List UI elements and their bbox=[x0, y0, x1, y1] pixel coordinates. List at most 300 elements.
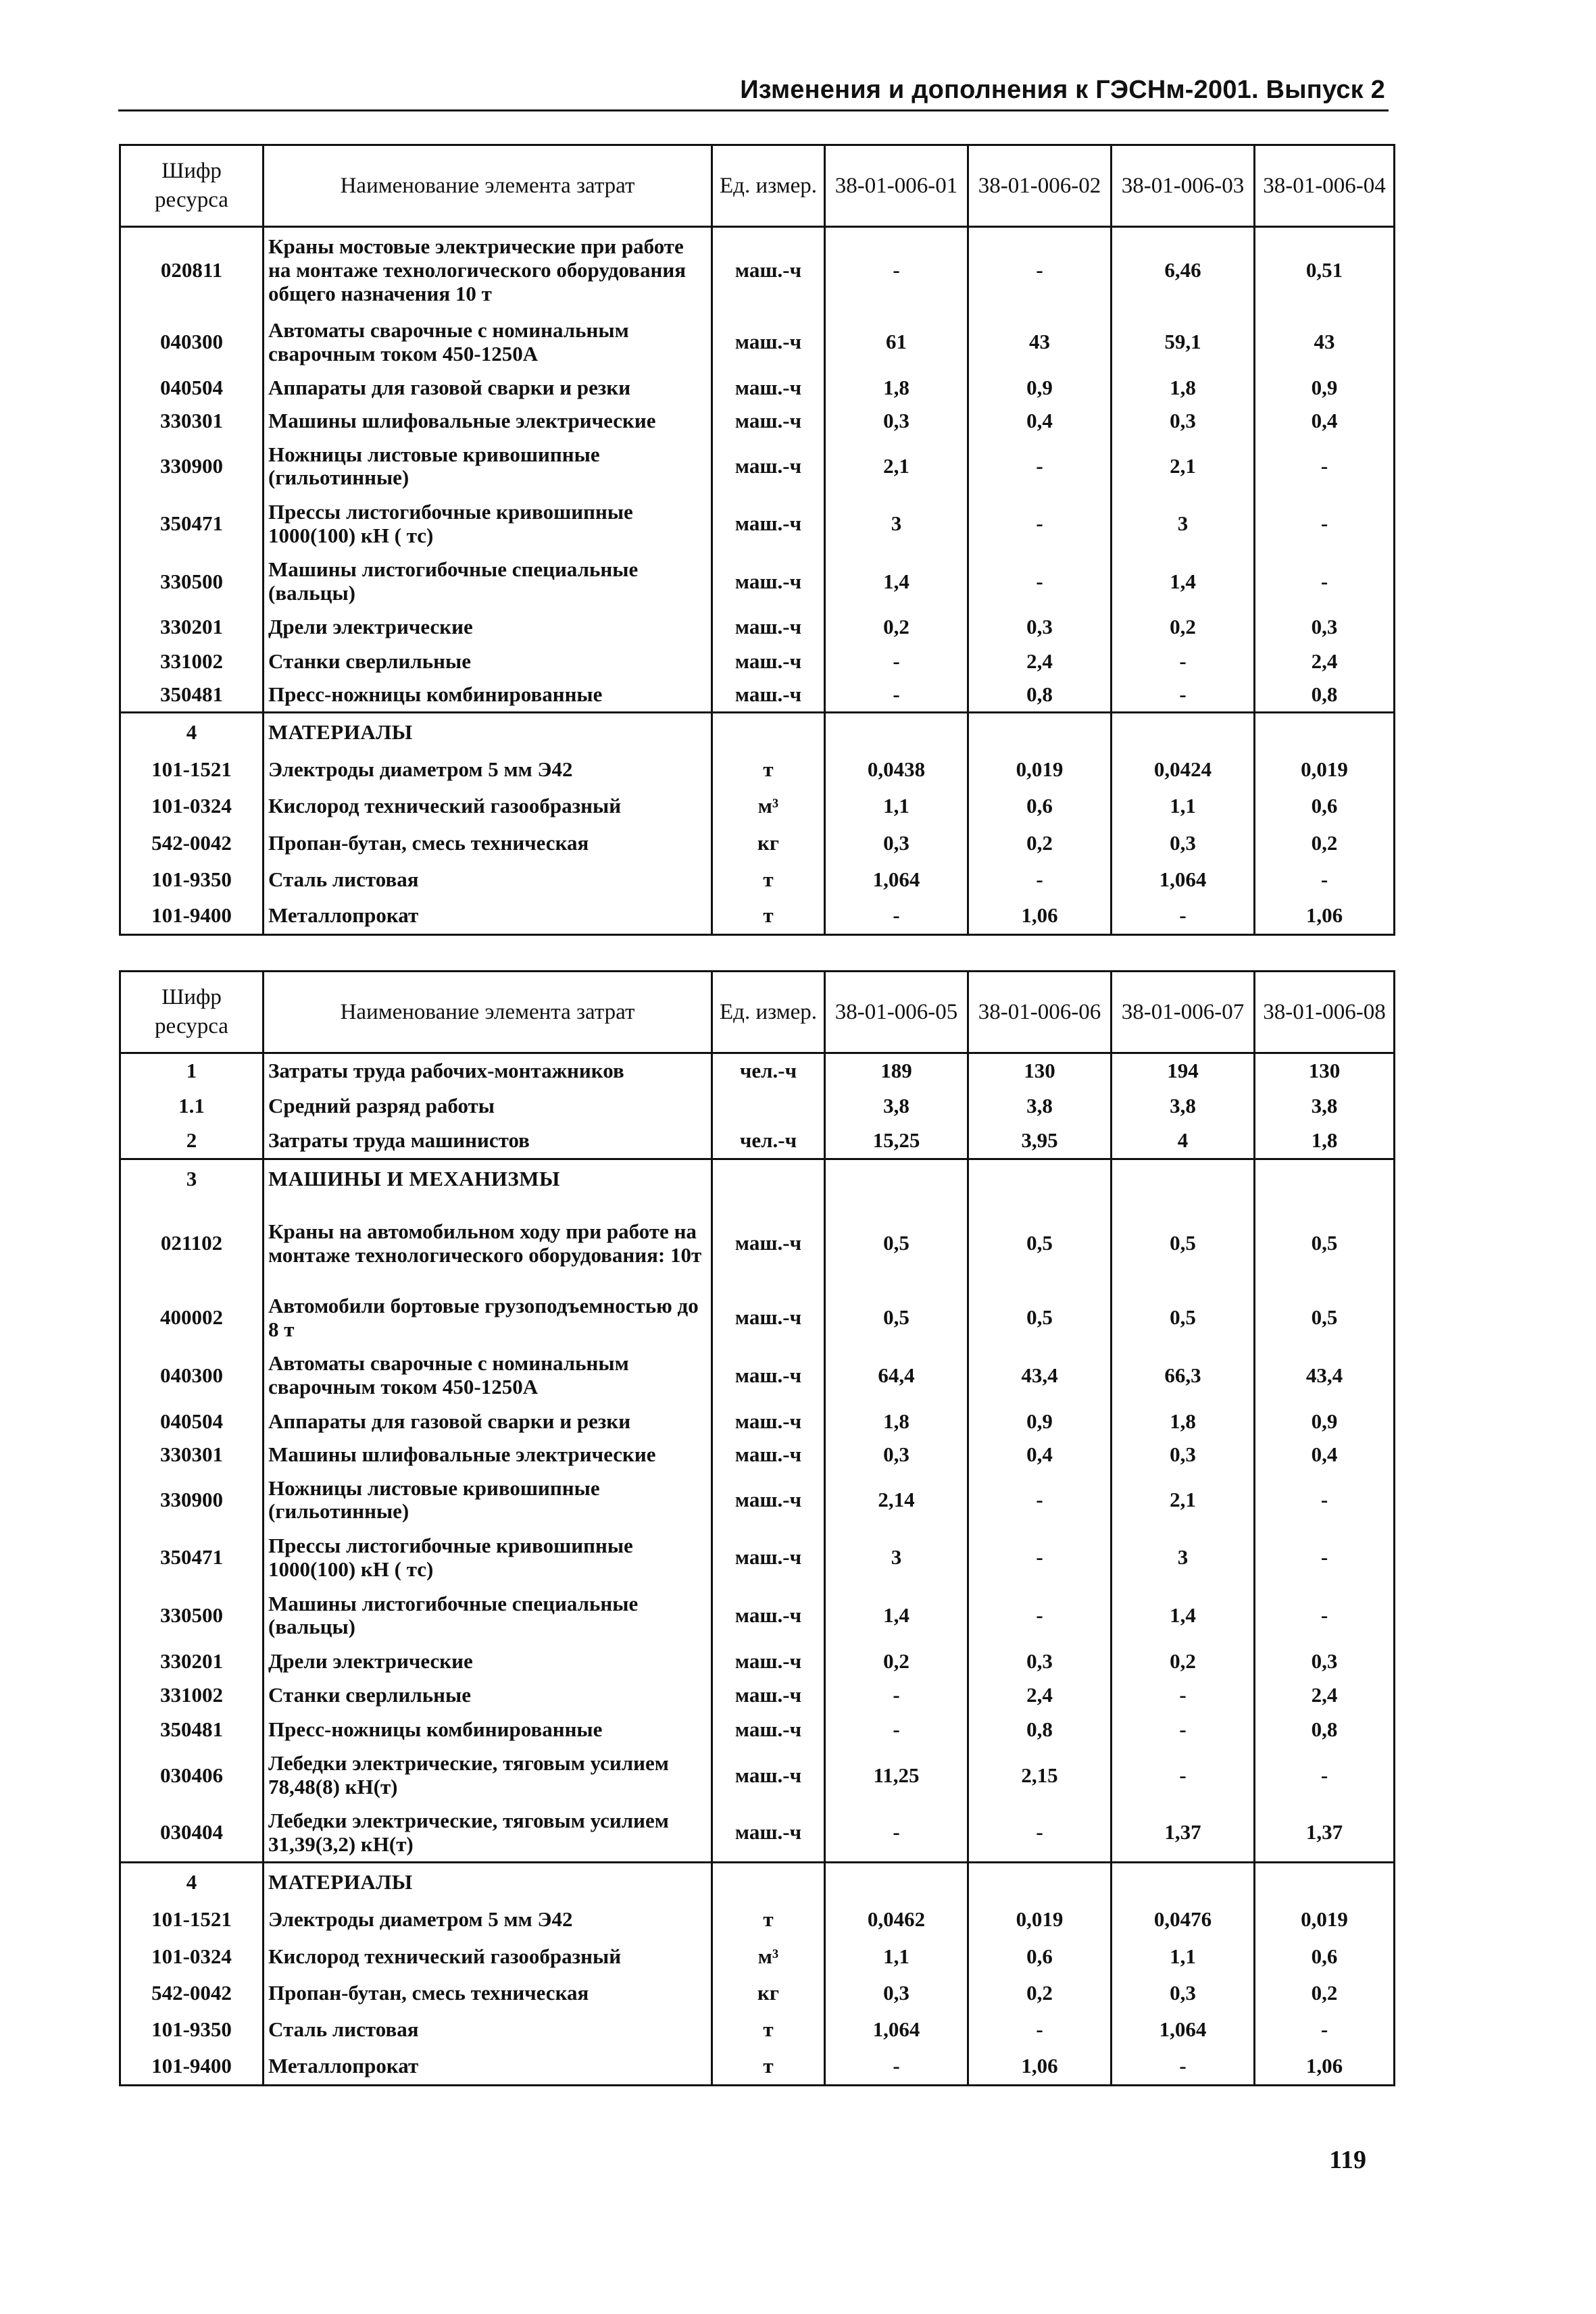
norm-value: 2,4 bbox=[968, 645, 1112, 678]
table-row bbox=[120, 611, 1395, 645]
resource-name: Автоматы сварочные с номинальным сварочным током 450-1250А bbox=[264, 1347, 712, 1405]
table-row bbox=[120, 227, 1395, 313]
resource-code: 331002 bbox=[120, 1678, 264, 1712]
norm-value: 0,3 bbox=[968, 611, 1112, 645]
resource-name: Лебедки электрические, тяговым усилием 78,48(8) кН(т) bbox=[264, 1746, 712, 1805]
column-header-norm: 38-01-006-07 bbox=[1112, 972, 1255, 1053]
table-row bbox=[120, 1471, 1395, 1529]
resource-name: Средний разряд работы bbox=[264, 1088, 712, 1124]
resource-code: 400002 bbox=[120, 1289, 264, 1347]
norm-value: - bbox=[1255, 1529, 1395, 1587]
resource-code: 020811 bbox=[120, 227, 264, 313]
unit-of-measure: т bbox=[712, 898, 825, 934]
resource-code: 040504 bbox=[120, 1405, 264, 1438]
resource-code: 330301 bbox=[120, 1438, 264, 1471]
resource-name: Ножницы листовые кривошипные (гильотинные) bbox=[264, 438, 712, 495]
unit-of-measure: маш.-ч bbox=[712, 1805, 825, 1863]
norm-value: 61 bbox=[825, 313, 968, 371]
norm-value: 3,8 bbox=[1112, 1088, 1255, 1124]
norm-value: 1,064 bbox=[1112, 861, 1255, 898]
norm-value: - bbox=[825, 645, 968, 678]
resource-name: Пропан-бутан, смесь техническая bbox=[264, 1975, 712, 2011]
norm-value bbox=[1255, 712, 1395, 751]
norm-value: - bbox=[968, 495, 1112, 553]
table-row bbox=[120, 1644, 1395, 1678]
norm-value: 0,8 bbox=[1255, 1713, 1395, 1746]
norm-value: 4 bbox=[1112, 1124, 1255, 1159]
resource-name: Пресс-ножницы комбинированные bbox=[264, 678, 712, 712]
resource-name: Машины листогибочные специальные (вальцы) bbox=[264, 1587, 712, 1645]
resource-code: 101-9400 bbox=[120, 898, 264, 934]
resource-table-2 bbox=[119, 970, 1395, 2086]
resource-code: 330301 bbox=[120, 405, 264, 437]
unit-of-measure bbox=[712, 1088, 825, 1124]
norm-value: 0,3 bbox=[1255, 1644, 1395, 1678]
resource-name: Кислород технический газообразный bbox=[264, 1938, 712, 1975]
norm-value: 0,5 bbox=[968, 1289, 1112, 1347]
resource-name: Аппараты для газовой сварки и резки bbox=[264, 1405, 712, 1438]
norm-value: 1,06 bbox=[968, 898, 1112, 934]
table-row bbox=[120, 1405, 1395, 1438]
resource-code: 2 bbox=[120, 1124, 264, 1159]
resource-name: Прессы листогибочные кривошипные 1000(100) кН ( тс) bbox=[264, 1529, 712, 1587]
resource-code: 040300 bbox=[120, 1347, 264, 1405]
norm-value: 0,3 bbox=[968, 1644, 1112, 1678]
norm-value: 0,9 bbox=[968, 1405, 1112, 1438]
unit-of-measure: маш.-ч bbox=[712, 1746, 825, 1805]
norm-value: 0,0476 bbox=[1112, 1902, 1255, 1938]
norm-value: - bbox=[825, 898, 968, 934]
unit-of-measure: т bbox=[712, 2012, 825, 2048]
resource-code: 101-9400 bbox=[120, 2048, 264, 2086]
resource-code: 3 bbox=[120, 1159, 264, 1198]
resource-code: 330900 bbox=[120, 1471, 264, 1529]
norm-value: 64,4 bbox=[825, 1347, 968, 1405]
resource-name: Автомобили бортовые грузоподъемностью до 8 т bbox=[264, 1289, 712, 1347]
norm-value: 0,2 bbox=[1255, 825, 1395, 861]
resource-code: 542-0042 bbox=[120, 825, 264, 861]
norm-value: 0,3 bbox=[1112, 1438, 1255, 1471]
column-header-norm: 38-01-006-06 bbox=[968, 972, 1112, 1053]
resource-name: Машины листогибочные специальные (вальцы) bbox=[264, 553, 712, 610]
table-row bbox=[120, 1289, 1395, 1347]
norm-value: 66,3 bbox=[1112, 1347, 1255, 1405]
table-row bbox=[120, 1713, 1395, 1746]
norm-value: 2,4 bbox=[968, 1678, 1112, 1712]
section-title: МАШИНЫ И МЕХАНИЗМЫ bbox=[264, 1159, 712, 1198]
norm-value: 0,3 bbox=[825, 1438, 968, 1471]
table-row bbox=[120, 371, 1395, 405]
norm-value: 0,3 bbox=[825, 1975, 968, 2011]
norm-value: 0,5 bbox=[1112, 1199, 1255, 1289]
norm-value: 1,1 bbox=[825, 1938, 968, 1975]
table-row bbox=[120, 1805, 1395, 1863]
table-row bbox=[120, 751, 1395, 788]
resource-name: Электроды диаметром 5 мм Э42 bbox=[264, 751, 712, 788]
resource-name: Дрели электрические bbox=[264, 1644, 712, 1678]
norm-value: 0,3 bbox=[1255, 611, 1395, 645]
norm-value: 1,8 bbox=[1112, 1405, 1255, 1438]
column-header-norm: 38-01-006-08 bbox=[1255, 972, 1395, 1053]
resource-name: Ножницы листовые кривошипные (гильотинные) bbox=[264, 1471, 712, 1529]
resource-code: 330201 bbox=[120, 1644, 264, 1678]
norm-value: 3,8 bbox=[968, 1088, 1112, 1124]
table-row bbox=[120, 1124, 1395, 1159]
norm-value: 3 bbox=[1112, 1529, 1255, 1587]
page-header-title: Изменения и дополнения к ГЭСНм-2001. Выпуск 2 bbox=[740, 76, 1385, 104]
column-header-code: Шифр ресурса bbox=[120, 972, 264, 1053]
unit-of-measure: маш.-ч bbox=[712, 1347, 825, 1405]
column-header-unit: Ед. измер. bbox=[712, 972, 825, 1053]
unit-of-measure: маш.-ч bbox=[712, 313, 825, 371]
resource-name: Металлопрокат bbox=[264, 2048, 712, 2086]
norm-value bbox=[825, 1862, 968, 1901]
norm-value bbox=[968, 712, 1112, 751]
table-row bbox=[120, 1088, 1395, 1124]
table-header-row bbox=[120, 145, 1395, 227]
norm-value: 0,3 bbox=[825, 825, 968, 861]
resource-code: 330500 bbox=[120, 553, 264, 610]
unit-of-measure: т bbox=[712, 2048, 825, 2086]
section-title: МАТЕРИАЛЫ bbox=[264, 1862, 712, 1901]
unit-of-measure: т bbox=[712, 1902, 825, 1938]
column-header-norm: 38-01-006-04 bbox=[1255, 145, 1395, 227]
norm-value: 0,5 bbox=[825, 1199, 968, 1289]
unit-of-measure: маш.-ч bbox=[712, 1199, 825, 1289]
unit-of-measure: маш.-ч bbox=[712, 1405, 825, 1438]
column-header-name: Наименование элемента затрат bbox=[264, 972, 712, 1053]
resource-name: Пропан-бутан, смесь техническая bbox=[264, 825, 712, 861]
norm-value: 1,37 bbox=[1112, 1805, 1255, 1863]
norm-value: 2,15 bbox=[968, 1746, 1112, 1805]
norm-value: - bbox=[968, 2012, 1112, 2048]
resource-code: 350471 bbox=[120, 495, 264, 553]
norm-value: 1,06 bbox=[1255, 898, 1395, 934]
norm-value: - bbox=[1255, 1587, 1395, 1645]
norm-value: 0,5 bbox=[1112, 1289, 1255, 1347]
table-row bbox=[120, 313, 1395, 371]
norm-value: 0,4 bbox=[1255, 1438, 1395, 1471]
norm-value: 43 bbox=[968, 313, 1112, 371]
norm-value: 1,064 bbox=[825, 2012, 968, 2048]
unit-of-measure: чел.-ч bbox=[712, 1053, 825, 1088]
norm-value: 1,4 bbox=[1112, 553, 1255, 610]
norm-value: - bbox=[1255, 2012, 1395, 2048]
norm-value: 0,4 bbox=[1255, 405, 1395, 437]
unit-of-measure: маш.-ч bbox=[712, 1471, 825, 1529]
norm-value: 0,019 bbox=[968, 1902, 1112, 1938]
resource-code: 101-0324 bbox=[120, 1938, 264, 1975]
table-row bbox=[120, 825, 1395, 861]
table-row bbox=[120, 1529, 1395, 1587]
resource-name: Пресс-ножницы комбинированные bbox=[264, 1713, 712, 1746]
norm-value: 0,51 bbox=[1255, 227, 1395, 313]
norm-value: 0,2 bbox=[1255, 1975, 1395, 2011]
norm-value: - bbox=[1112, 645, 1255, 678]
norm-value: - bbox=[1255, 495, 1395, 553]
resource-code: 1.1 bbox=[120, 1088, 264, 1124]
unit-of-measure bbox=[712, 712, 825, 751]
page-number: 119 bbox=[1329, 2146, 1366, 2174]
table-row bbox=[120, 1678, 1395, 1712]
table-row bbox=[120, 2048, 1395, 2086]
norm-value bbox=[825, 1159, 968, 1198]
norm-value: 1,4 bbox=[825, 553, 968, 610]
norm-value: 3,95 bbox=[968, 1124, 1112, 1159]
table-row bbox=[120, 1587, 1395, 1645]
table-row bbox=[120, 1053, 1395, 1088]
norm-value: - bbox=[968, 861, 1112, 898]
resource-name: Машины шлифовальные электрические bbox=[264, 1438, 712, 1471]
resource-code: 331002 bbox=[120, 645, 264, 678]
norm-value: 0,6 bbox=[968, 788, 1112, 825]
norm-value: 0,8 bbox=[1255, 678, 1395, 712]
norm-value: - bbox=[825, 1805, 968, 1863]
norm-value: 0,2 bbox=[968, 1975, 1112, 2011]
resource-name: Сталь листовая bbox=[264, 861, 712, 898]
table-row bbox=[120, 438, 1395, 495]
column-header-norm: 38-01-006-02 bbox=[968, 145, 1112, 227]
unit-of-measure: маш.-ч bbox=[712, 371, 825, 405]
norm-value: 1,1 bbox=[1112, 1938, 1255, 1975]
norm-value: 2,14 bbox=[825, 1471, 968, 1529]
table-row bbox=[120, 1347, 1395, 1405]
norm-value: 0,019 bbox=[968, 751, 1112, 788]
norm-value: 130 bbox=[968, 1053, 1112, 1088]
norm-value: 0,0462 bbox=[825, 1902, 968, 1938]
resource-name: Сталь листовая bbox=[264, 2012, 712, 2048]
resource-code: 330900 bbox=[120, 438, 264, 495]
resource-name: Затраты труда машинистов bbox=[264, 1124, 712, 1159]
resource-name: Затраты труда рабочих-монтажников bbox=[264, 1053, 712, 1088]
norm-value: 130 bbox=[1255, 1053, 1395, 1088]
norm-value: - bbox=[1255, 861, 1395, 898]
norm-value: 3 bbox=[825, 495, 968, 553]
norm-value: - bbox=[1255, 1471, 1395, 1529]
unit-of-measure: чел.-ч bbox=[712, 1124, 825, 1159]
norm-value bbox=[1112, 712, 1255, 751]
norm-value: 2,1 bbox=[1112, 438, 1255, 495]
norm-value bbox=[1112, 1159, 1255, 1198]
unit-of-measure bbox=[712, 1862, 825, 1901]
norm-value: 1,064 bbox=[825, 861, 968, 898]
table-row bbox=[120, 1746, 1395, 1805]
norm-value: 0,019 bbox=[1255, 751, 1395, 788]
table-row bbox=[120, 1938, 1395, 1975]
norm-value: 0,5 bbox=[1255, 1289, 1395, 1347]
column-header-name: Наименование элемента затрат bbox=[264, 145, 712, 227]
norm-value: 59,1 bbox=[1112, 313, 1255, 371]
column-header-code: Шифр ресурса bbox=[120, 145, 264, 227]
norm-value: 0,9 bbox=[1255, 371, 1395, 405]
norm-value: 3 bbox=[825, 1529, 968, 1587]
table-row bbox=[120, 495, 1395, 553]
norm-value: 0,2 bbox=[1112, 1644, 1255, 1678]
resource-name: Аппараты для газовой сварки и резки bbox=[264, 371, 712, 405]
resource-name: Краны мостовые электрические при работе на монтаже технологического оборудования общего назначения 10 т bbox=[264, 227, 712, 313]
unit-of-measure: маш.-ч bbox=[712, 553, 825, 610]
resource-code: 4 bbox=[120, 712, 264, 751]
norm-value: - bbox=[1112, 678, 1255, 712]
norm-value: 2,4 bbox=[1255, 645, 1395, 678]
norm-value: 1,8 bbox=[1112, 371, 1255, 405]
norm-value bbox=[968, 1159, 1112, 1198]
norm-value: 0,3 bbox=[825, 405, 968, 437]
resource-name: Краны на автомобильном ходу при работе на монтаже технологического оборудования: 10т bbox=[264, 1199, 712, 1289]
norm-value: 1,064 bbox=[1112, 2012, 1255, 2048]
norm-value: 1,06 bbox=[1255, 2048, 1395, 2086]
norm-value: 0,5 bbox=[1255, 1199, 1395, 1289]
resource-name: Дрели электрические bbox=[264, 611, 712, 645]
resource-code: 021102 bbox=[120, 1199, 264, 1289]
resource-name: Машины шлифовальные электрические bbox=[264, 405, 712, 437]
norm-value: 0,3 bbox=[1112, 825, 1255, 861]
unit-of-measure: маш.-ч bbox=[712, 1678, 825, 1712]
table-row bbox=[120, 1975, 1395, 2011]
resource-code: 101-1521 bbox=[120, 1902, 264, 1938]
resource-table-1 bbox=[119, 144, 1395, 936]
norm-value bbox=[1255, 1159, 1395, 1198]
norm-value: - bbox=[1112, 898, 1255, 934]
norm-value: 43 bbox=[1255, 313, 1395, 371]
header-rule bbox=[118, 109, 1389, 111]
column-header-unit: Ед. измер. bbox=[712, 145, 825, 227]
norm-value: 0,8 bbox=[968, 1713, 1112, 1746]
unit-of-measure: маш.-ч bbox=[712, 678, 825, 712]
unit-of-measure: маш.-ч bbox=[712, 1529, 825, 1587]
unit-of-measure: маш.-ч bbox=[712, 495, 825, 553]
norm-value: 11,25 bbox=[825, 1746, 968, 1805]
norm-value: 0,8 bbox=[968, 678, 1112, 712]
norm-value: - bbox=[825, 2048, 968, 2086]
norm-value: 2,1 bbox=[825, 438, 968, 495]
table-row bbox=[120, 645, 1395, 678]
section-row bbox=[120, 712, 1395, 751]
unit-of-measure: маш.-ч bbox=[712, 611, 825, 645]
norm-value: 43,4 bbox=[1255, 1347, 1395, 1405]
norm-value: - bbox=[825, 1713, 968, 1746]
norm-value: 0,6 bbox=[1255, 1938, 1395, 1975]
norm-value: 3 bbox=[1112, 495, 1255, 553]
table-row bbox=[120, 1199, 1395, 1289]
norm-value: 3,8 bbox=[825, 1088, 968, 1124]
norm-value: 6,46 bbox=[1112, 227, 1255, 313]
table-row bbox=[120, 1438, 1395, 1471]
norm-value: 2,4 bbox=[1255, 1678, 1395, 1712]
norm-value: 1,1 bbox=[1112, 788, 1255, 825]
resource-name: Станки сверлильные bbox=[264, 1678, 712, 1712]
norm-value: - bbox=[1255, 438, 1395, 495]
norm-value: - bbox=[825, 227, 968, 313]
norm-value: - bbox=[968, 1471, 1112, 1529]
table-row bbox=[120, 2012, 1395, 2048]
resource-code: 330500 bbox=[120, 1587, 264, 1645]
norm-value: 1,8 bbox=[825, 371, 968, 405]
resource-code: 101-0324 bbox=[120, 788, 264, 825]
norm-value: 15,25 bbox=[825, 1124, 968, 1159]
resource-name: Автоматы сварочные с номинальным сварочным током 450-1250А bbox=[264, 313, 712, 371]
resource-code: 101-9350 bbox=[120, 2012, 264, 2048]
resource-name: Электроды диаметром 5 мм Э42 bbox=[264, 1902, 712, 1938]
table-row bbox=[120, 861, 1395, 898]
section-title: МАТЕРИАЛЫ bbox=[264, 712, 712, 751]
norm-value: 1,4 bbox=[825, 1587, 968, 1645]
table-row bbox=[120, 553, 1395, 610]
resource-code: 030404 bbox=[120, 1805, 264, 1863]
norm-value: - bbox=[825, 678, 968, 712]
norm-value: - bbox=[968, 1529, 1112, 1587]
norm-value: - bbox=[968, 1805, 1112, 1863]
unit-of-measure: маш.-ч bbox=[712, 1713, 825, 1746]
table-row bbox=[120, 898, 1395, 934]
resource-name: Металлопрокат bbox=[264, 898, 712, 934]
norm-value: 0,4 bbox=[968, 1438, 1112, 1471]
unit-of-measure: м³ bbox=[712, 1938, 825, 1975]
norm-value: 1,1 bbox=[825, 788, 968, 825]
resource-name: Станки сверлильные bbox=[264, 645, 712, 678]
unit-of-measure: маш.-ч bbox=[712, 645, 825, 678]
section-row bbox=[120, 1159, 1395, 1198]
unit-of-measure: маш.-ч bbox=[712, 227, 825, 313]
resource-code: 350481 bbox=[120, 1713, 264, 1746]
norm-value: - bbox=[825, 1678, 968, 1712]
norm-value: 1,8 bbox=[1255, 1124, 1395, 1159]
norm-value: 0,6 bbox=[1255, 788, 1395, 825]
resource-code: 4 bbox=[120, 1862, 264, 1901]
resource-code: 040300 bbox=[120, 313, 264, 371]
norm-value: - bbox=[968, 438, 1112, 495]
column-header-norm: 38-01-006-01 bbox=[825, 145, 968, 227]
unit-of-measure: кг bbox=[712, 825, 825, 861]
norm-value: 43,4 bbox=[968, 1347, 1112, 1405]
norm-value: 0,2 bbox=[825, 611, 968, 645]
resource-name: Лебедки электрические, тяговым усилием 31,39(3,2) кН(т) bbox=[264, 1805, 712, 1863]
unit-of-measure: кг bbox=[712, 1975, 825, 2011]
norm-value: - bbox=[968, 1587, 1112, 1645]
norm-value: 0,5 bbox=[968, 1199, 1112, 1289]
norm-value: 1,4 bbox=[1112, 1587, 1255, 1645]
column-header-norm: 38-01-006-03 bbox=[1112, 145, 1255, 227]
norm-value: - bbox=[968, 227, 1112, 313]
norm-value: - bbox=[968, 553, 1112, 610]
unit-of-measure: маш.-ч bbox=[712, 1438, 825, 1471]
table-row bbox=[120, 405, 1395, 437]
norm-value: 1,8 bbox=[825, 1405, 968, 1438]
unit-of-measure: маш.-ч bbox=[712, 405, 825, 437]
table-row bbox=[120, 788, 1395, 825]
norm-value: - bbox=[1112, 1746, 1255, 1805]
norm-value: 194 bbox=[1112, 1053, 1255, 1088]
table-row bbox=[120, 1902, 1395, 1938]
norm-value: 0,3 bbox=[1112, 1975, 1255, 2011]
norm-value: - bbox=[1112, 1713, 1255, 1746]
norm-value: 2,1 bbox=[1112, 1471, 1255, 1529]
resource-name: Прессы листогибочные кривошипные 1000(100) кН ( тс) bbox=[264, 495, 712, 553]
norm-value bbox=[1255, 1862, 1395, 1901]
norm-value: 0,5 bbox=[825, 1289, 968, 1347]
resource-code: 350481 bbox=[120, 678, 264, 712]
norm-value: 0,6 bbox=[968, 1938, 1112, 1975]
resource-code: 101-1521 bbox=[120, 751, 264, 788]
resource-code: 1 bbox=[120, 1053, 264, 1088]
norm-value: 0,3 bbox=[1112, 405, 1255, 437]
norm-value: 0,019 bbox=[1255, 1902, 1395, 1938]
resource-code: 330201 bbox=[120, 611, 264, 645]
resource-code: 030406 bbox=[120, 1746, 264, 1805]
norm-value: 0,2 bbox=[825, 1644, 968, 1678]
norm-value bbox=[1112, 1862, 1255, 1901]
table-row bbox=[120, 678, 1395, 712]
